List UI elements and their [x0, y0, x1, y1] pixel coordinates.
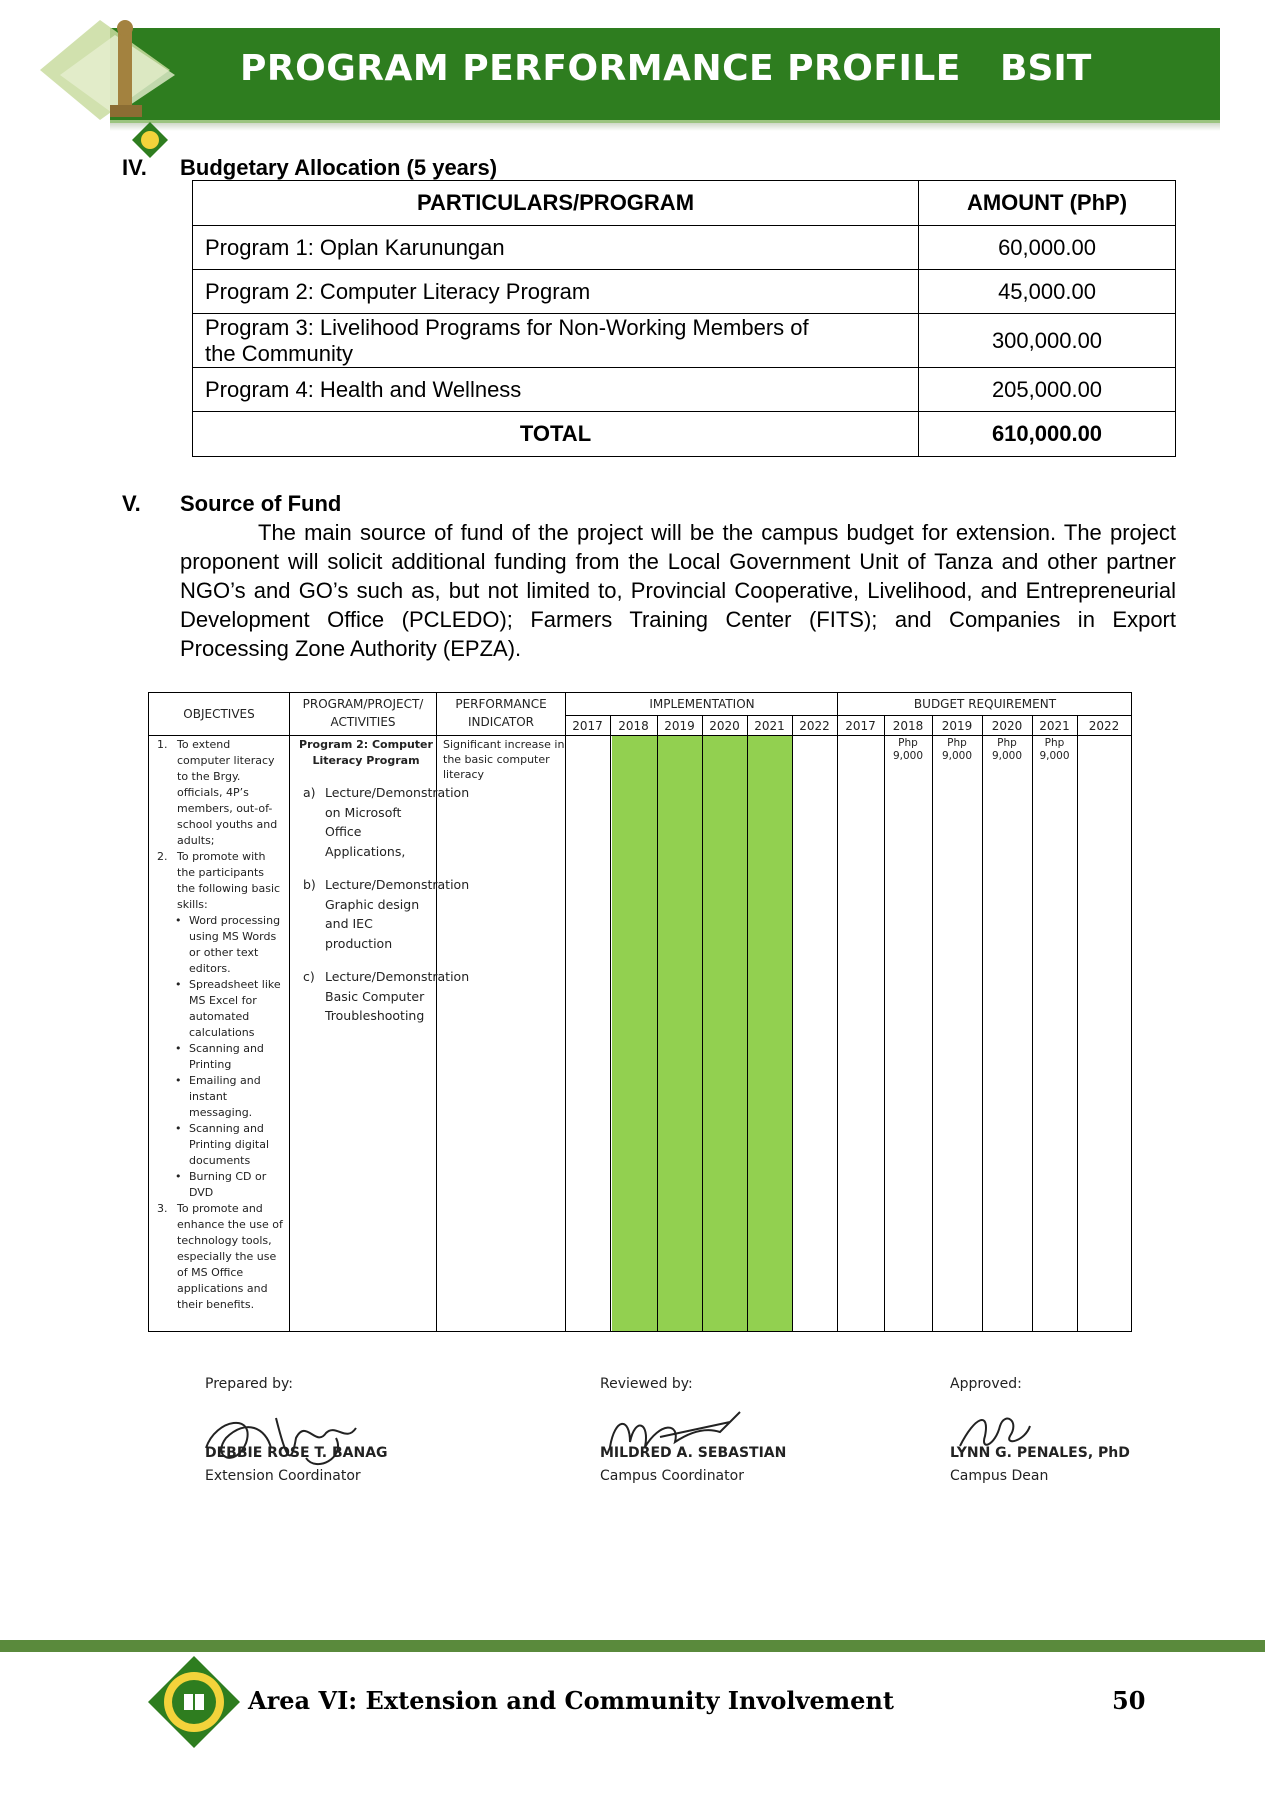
university-logo-icon [40, 10, 230, 160]
grid-line [982, 716, 983, 1331]
table-row [193, 270, 1176, 314]
source-of-fund-paragraph: The main source of fund of the project will be the campus budget for extension. The project proponent will solicit additional funding from the Local Government Unit of Tanza and other partner NGO’s and GO’s such as, but not limited to, Provincial Cooperative, Livelihood, and Entrepreneurial Development Office (PCLEDO); Farmers Training Center (FITS); and Companies in Export Processing Zone Authority (EPZA). [180, 520, 1176, 661]
objective-bullet: • Emailing and instant messaging. [175, 1074, 261, 1119]
year-label: 2019 [664, 719, 695, 733]
grid-line [610, 716, 611, 1331]
prepared-by-role: Extension Coordinator [205, 1468, 361, 1484]
budget-table [192, 180, 1176, 457]
year-label: 2022 [1088, 719, 1120, 733]
footer-divider [0, 1640, 1265, 1652]
implementation-active-cell [747, 736, 792, 1331]
grid-line [702, 716, 703, 1331]
budget-value: Php 9,000 [991, 737, 1023, 762]
program-header: PROGRAM/PROJECT/ ACTIVITIES [302, 697, 424, 729]
grid-line [932, 716, 933, 1331]
year-label: 2017 [572, 719, 603, 733]
performance-indicator: Significant increase in the basic computer literacy [443, 738, 565, 781]
program-code: BSIT [1000, 48, 1092, 89]
indicator-header: PERFORMANCE INDICATOR [455, 697, 547, 729]
budget-value: Php 9,000 [941, 737, 973, 762]
objective-item: 2. To promote with the participants the following basic skills: [157, 850, 281, 911]
total-label: TOTAL [193, 412, 919, 457]
table-header-row [193, 181, 1176, 226]
page-number: 50 [1112, 1686, 1146, 1715]
particular-cell: Program 1: Oplan Karunungan [193, 226, 919, 270]
objective-text: To extend computer literacy to the Brgy. officials, 4P’s members, out-of-school youths and adults; [177, 738, 278, 847]
university-seal-icon [146, 1654, 242, 1750]
table-row [193, 368, 1176, 412]
reviewed-by-name: MILDRED A. SEBASTIAN [600, 1445, 787, 1461]
implementation-active-cell [657, 736, 702, 1331]
program-title: Program 2: Computer Literacy Program [299, 738, 433, 767]
objective-bullet: • Burning CD or DVD [175, 1170, 267, 1199]
year-label: 2018 [892, 719, 924, 733]
prepared-by-name: DEBBIE ROSE T. BANAG [205, 1445, 388, 1461]
prepared-by-label: Prepared by: [205, 1376, 293, 1392]
implementation-active-cell [612, 736, 657, 1331]
objective-bullet: • Word processing using MS Words or other text editors. [175, 914, 281, 975]
grid-line [884, 716, 885, 1331]
table-row [193, 314, 1176, 368]
objective-item: 1. To extend computer literacy to the Brgy. officials, 4P’s members, out-of-school youths and adults; [157, 738, 278, 847]
program-activities [297, 737, 470, 1026]
grid-line [747, 716, 748, 1331]
activity-item: b) Lecture/Demonstration Graphic design and IEC production [303, 877, 470, 951]
implementation-active-cell [702, 736, 747, 1331]
column-header: PARTICULARS/PROGRAM [193, 181, 919, 226]
approved-by-role: Campus Dean [950, 1468, 1049, 1484]
year-label: 2019 [941, 719, 973, 733]
budget-header: BUDGET REQUIREMENT [913, 697, 1057, 711]
year-label: 2021 [1039, 719, 1070, 733]
grid-line [657, 716, 658, 1331]
year-label: 2017 [845, 719, 876, 733]
page-header-title: PROGRAM PERFORMANCE PROFILE [240, 48, 961, 89]
objective-text: To promote with the participants the following basic skills: [177, 850, 281, 911]
amount-cell: 45,000.00 [919, 270, 1176, 314]
section-number: IV. [122, 155, 147, 180]
grid-line [1077, 716, 1078, 1331]
year-label: 2020 [709, 719, 740, 733]
year-label: 2021 [754, 719, 785, 733]
activity-item: a) Lecture/Demonstration on Microsoft Office Applications, [303, 785, 470, 859]
year-label: 2022 [799, 719, 830, 733]
signature-prepared-icon [196, 1398, 376, 1478]
section-title: Source of Fund [180, 491, 342, 516]
section-number: V. [122, 491, 141, 516]
budget-value: Php 9,000 [1039, 737, 1070, 762]
grid-line [565, 693, 566, 1331]
objectives-header: OBJECTIVES [183, 707, 255, 721]
column-header: AMOUNT (PhP) [919, 181, 1176, 226]
objective-text: To promote and enhance the use of technology tools, especially the use of MS Office applications and their benefits. [177, 1202, 283, 1311]
objective-bullet: • Scanning and Printing [175, 1042, 264, 1071]
implementation-table [148, 692, 1132, 1332]
amount-cell: 205,000.00 [919, 368, 1176, 412]
particular-cell: Program 2: Computer Literacy Program [193, 270, 919, 314]
approved-by-name: LYNN G. PENALES, PhD [950, 1445, 1130, 1461]
year-label: 2020 [991, 719, 1023, 733]
particular-cell: Program 4: Health and Wellness [193, 368, 919, 412]
total-amount: 610,000.00 [919, 412, 1176, 457]
header-shadow [110, 123, 1220, 131]
total-row [193, 412, 1176, 457]
implementation-header: IMPLEMENTATION [649, 697, 755, 711]
grid-line [1032, 716, 1033, 1331]
year-label: 2018 [618, 719, 649, 733]
amount-cell: 60,000.00 [919, 226, 1176, 270]
grid-line [837, 693, 838, 1331]
budget-value: Php 9,000 [892, 737, 924, 762]
footer-area-title: Area VI: Extension and Community Involvement [248, 1686, 894, 1715]
approved-label: Approved: [950, 1376, 1022, 1392]
grid-line [289, 693, 290, 1331]
objective-item: 3. To promote and enhance the use of technology tools, especially the use of MS Office applications and their benefits. [157, 1202, 283, 1311]
objectives-list [155, 737, 285, 1313]
reviewed-by-role: Campus Coordinator [600, 1468, 744, 1484]
objective-bullet: • Spreadsheet like MS Excel for automated calculations [175, 978, 281, 1039]
amount-cell: 300,000.00 [919, 314, 1176, 368]
particular-cell: Program 3: Livelihood Programs for Non-Working Members of the Community [193, 314, 919, 368]
grid-line [792, 716, 793, 1331]
objective-bullet: • Scanning and Printing digital documents [175, 1122, 269, 1167]
table-row [193, 226, 1176, 270]
section-title: Budgetary Allocation (5 years) [180, 155, 498, 180]
reviewed-by-label: Reviewed by: [600, 1376, 693, 1392]
activity-item: c) Lecture/Demonstration Basic Computer Troubleshooting [303, 969, 470, 1023]
